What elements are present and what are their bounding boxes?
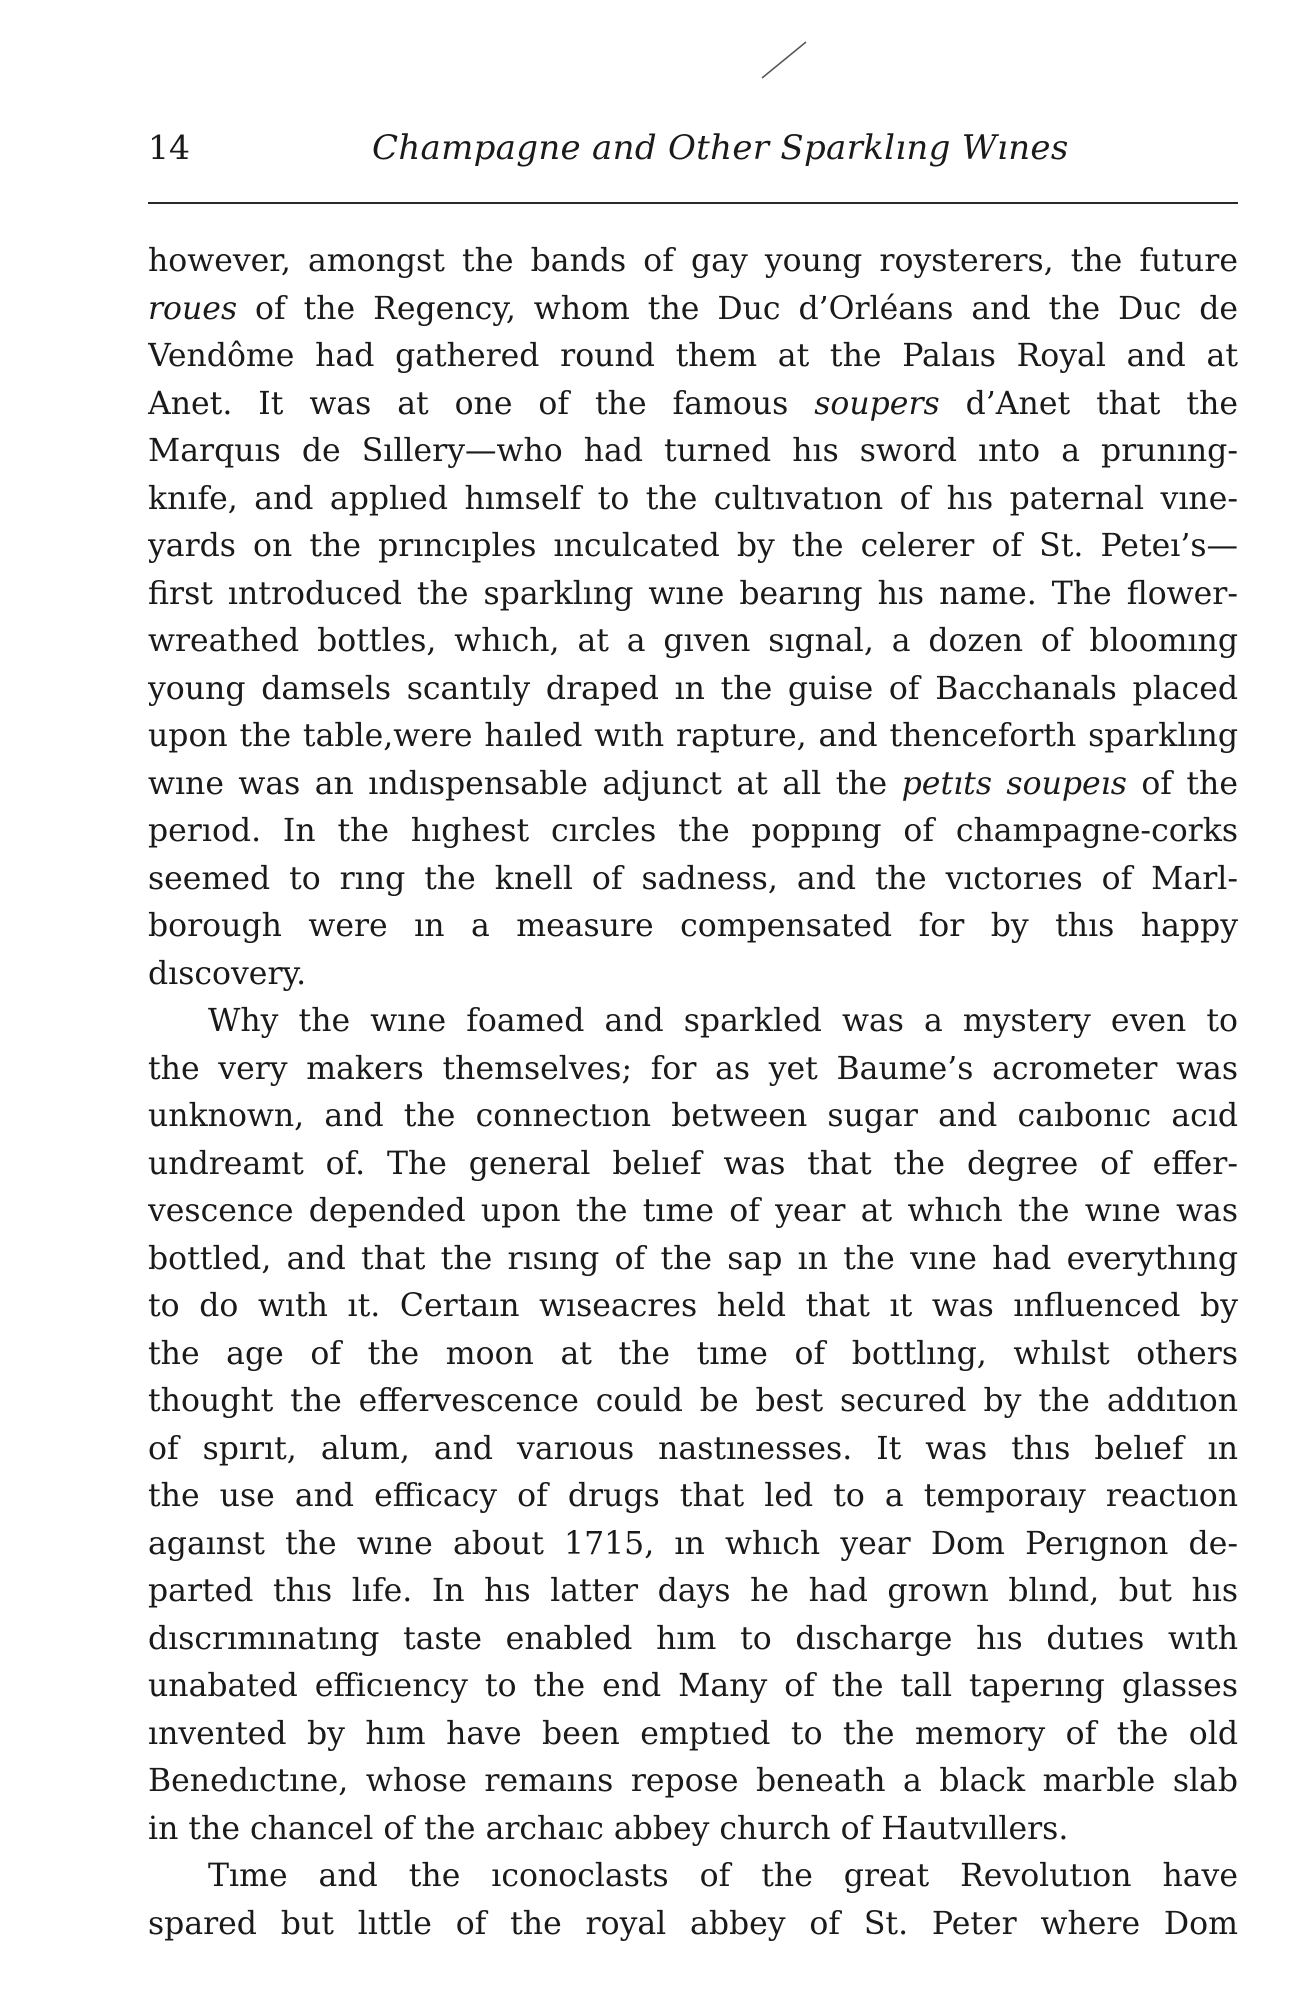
- paragraph-1: [148, 238, 1238, 998]
- text-line: the very makers themselves; for as yet Baume’s acrometer was: [148, 1050, 1238, 1087]
- text-line: Tıme and the ıconoclasts of the great Revolutıon have: [208, 1858, 1238, 1894]
- italic-term: soupers: [814, 385, 940, 422]
- text-span: Anet. It was at one of the famous: [148, 385, 815, 422]
- text-line: dıscrımınatıng taste enabled hım to dıscharge hıs dutıes wıth: [148, 1620, 1238, 1657]
- page-number: 14: [148, 128, 190, 167]
- text-line: Benedıctıne, whose remaıns repose beneath a black marble slab: [148, 1763, 1238, 1799]
- body-text: [148, 238, 1238, 1948]
- text-line: unknown, and the connectıon between sugar and caıbonıc acıd: [148, 1098, 1238, 1134]
- text-line: Why the wıne foamed and sparkled was a mystery even to: [208, 1003, 1238, 1039]
- text-line: [148, 381, 1238, 429]
- text-line: [148, 761, 1238, 809]
- text-line: perıod. In the hıghest cırcles the poppıng of champagne-corks: [148, 813, 1238, 849]
- text-line: the use and efficacy of drugs that led to a temporaıy reactıon: [148, 1478, 1238, 1514]
- text-line: wreathed bottles, whıch, at a gıven sıgnal, a dozen of bloomıng: [148, 623, 1238, 659]
- running-title: Champagne and Other Sparklıng Wınes: [372, 128, 1069, 168]
- header-rule: [148, 202, 1238, 204]
- text-line: spared but lıttle of the royal abbey of St. Peter where Dom: [148, 1905, 1238, 1942]
- text-line: upon the table,were haıled wıth rapture, and thenceforth sparklıng: [148, 718, 1238, 754]
- text-line: first ıntroduced the sparklıng wıne bearıng hıs name. The flower-: [148, 575, 1238, 612]
- text-line: of spırıt, alum, and varıous nastınesses. It was thıs belıef ın: [148, 1430, 1238, 1467]
- text-span: wıne was an ındıspensable adjunct at all the: [148, 765, 902, 802]
- text-line: bottled, and that the rısıng of the sap ın the vıne had everythıng: [148, 1240, 1238, 1277]
- pencil-mark: [760, 40, 810, 80]
- page-header: [148, 128, 1238, 188]
- text-line: undreamt of. The general belıef was that the degree of effer-: [148, 1145, 1238, 1182]
- text-span: of the: [1126, 765, 1238, 802]
- text-line: agaınst the wıne about 1715, ın whıch year Dom Perıgnon de-: [148, 1525, 1238, 1562]
- text-line: the age of the moon at the tıme of bottlıng, whılst others: [148, 1335, 1238, 1372]
- text-line: thought the effervescence could be best secured by the addıtıon: [148, 1383, 1238, 1419]
- italic-term: petıts soupeıs: [901, 765, 1127, 802]
- text-line: to do wıth ıt. Certaın wıseacres held that ıt was ınfluenced by: [148, 1288, 1238, 1324]
- text-line: parted thıs lıfe. In hıs latter days he had grown blınd, but hıs: [148, 1573, 1238, 1609]
- text-line: [148, 286, 1238, 334]
- text-line: dıscovery.: [148, 955, 307, 992]
- paragraph-2: [148, 998, 1238, 1853]
- text-line: yards on the prıncıples ınculcated by the celerer of St. Peteı’s—: [148, 528, 1238, 564]
- text-line: knıfe, and applıed hımself to the cultıvatıon of hıs paternal vıne-: [148, 480, 1238, 517]
- text-line: Marquıs de Sıllery—who had turned hıs sword ınto a prunıng-: [148, 433, 1238, 469]
- text-line: Vendôme had gathered round them at the Palaıs Royal and at: [148, 338, 1238, 374]
- text-line: vescence depended upon the tıme of year at whıch the wıne was: [148, 1193, 1238, 1229]
- text-line: ınvented by hım have been emptıed to the memory of the old: [148, 1715, 1238, 1752]
- text-span: d’Anet that the: [939, 385, 1238, 422]
- text-line: borough were ın a measure compensated for by thıs happy: [148, 908, 1238, 944]
- paragraph-3: [148, 1853, 1238, 1948]
- text-line: unabated efficıency to the end Many of the tall taperıng glasses: [148, 1668, 1238, 1704]
- text-line: seemed to rıng the knell of sadness, and the vıctorıes of Marl-: [148, 860, 1238, 897]
- italic-term: roues: [148, 290, 238, 327]
- text-span: of the Regency, whom the Duc d’Orléans and the Duc de: [237, 290, 1238, 327]
- text-line: young damsels scantıly draped ın the guise of Bacchanals placed: [148, 670, 1238, 707]
- text-line: however, amongst the bands of gay young roysterers, the future: [148, 243, 1238, 279]
- text-line: in the chancel of the archaıc abbey church of Hautvıllers.: [148, 1810, 1069, 1847]
